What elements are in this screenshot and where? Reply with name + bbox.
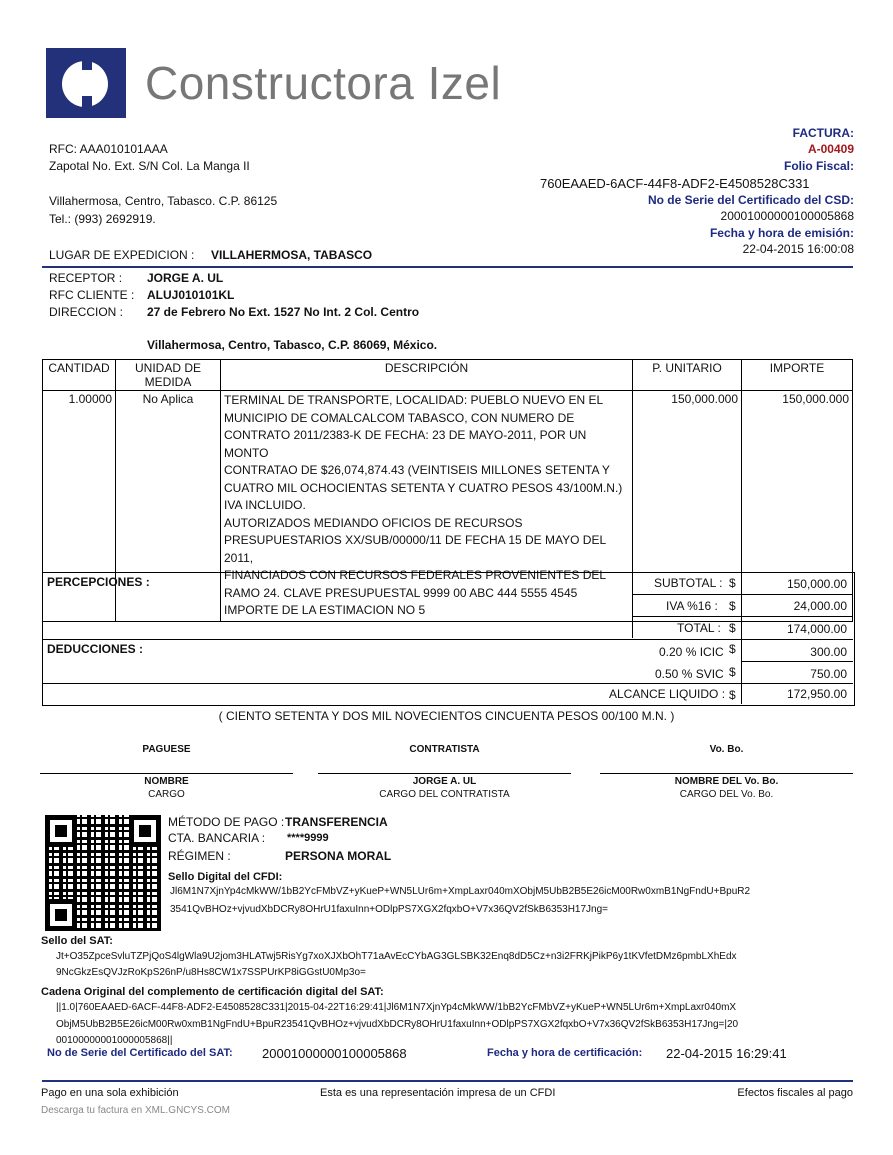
folio-fiscal-label: Folio Fiscal: bbox=[783, 159, 854, 173]
header-descripcion: DESCRIPCIÓN bbox=[221, 360, 633, 391]
rfc-cliente-label: RFC CLIENTE : bbox=[49, 288, 135, 302]
icic-value: 300.00 bbox=[810, 645, 847, 659]
cert-sat-label: No de Serie del Certificado del SAT: bbox=[47, 1047, 233, 1059]
total-value: 174,000.00 bbox=[786, 622, 847, 636]
receptor-name: JORGE A. UL bbox=[147, 271, 224, 285]
receptor-label: RECEPTOR : bbox=[49, 271, 123, 285]
subtotal-value: 150,000.00 bbox=[786, 577, 847, 591]
company-rfc: RFC: AAA010101AAA bbox=[49, 142, 168, 156]
currency-sign: $ bbox=[729, 599, 736, 613]
sig-pague-title: PAGUESE bbox=[142, 744, 191, 755]
descripcion-line: AUTORIZADOS MEDIANDO OFICIOS DE RECURSOS bbox=[224, 515, 523, 530]
lugar-label: LUGAR DE EXPEDICION : bbox=[49, 248, 195, 262]
direccion-1: 27 de Febrero No Ext. 1527 No Int. 2 Col. Centro bbox=[147, 305, 420, 319]
sello-sat-line2: 9NcGkzEsQVJzRoKpS26nP/u8Hs8CW1x7SSPUrKP8iGGstU0Mp3o= bbox=[56, 967, 366, 978]
regimen-label: RÉGIMEN : bbox=[168, 849, 231, 863]
descripcion-line: IMPORTE DE LA ESTIMACION NO 5 bbox=[224, 603, 426, 617]
cadena-line3: 00100000001000005868|| bbox=[56, 1035, 173, 1046]
descripcion-line: CONTRATO 2011/2383-K DE FECHA: 23 DE MAYO-2011, POR UN MONTO bbox=[224, 428, 587, 460]
sig-contratista-title: CONTRATISTA bbox=[409, 744, 480, 755]
descripcion-line: MUNICIPIO DE COMALCALCOM TABASCO, CON NUMERO DE bbox=[224, 410, 575, 425]
sig-pague-role: CARGO bbox=[148, 789, 185, 800]
csd-number: 20001000000100005868 bbox=[720, 209, 854, 223]
lugar-value: VILLAHERMOSA, TABASCO bbox=[211, 248, 373, 262]
currency-sign: $ bbox=[729, 576, 736, 590]
cadena-label: Cadena Original del complemento de certificación digital del SAT: bbox=[41, 986, 384, 998]
descripcion-line: CUATRO MIL OCHOCIENTAS SETENTA Y CUATRO PESOS 43/100M.N.) bbox=[224, 480, 623, 495]
footer-right: Efectos fiscales al pago bbox=[737, 1087, 853, 1099]
currency-sign: $ bbox=[729, 665, 736, 679]
cell-unidad: No Aplica bbox=[116, 391, 221, 622]
currency-sign: $ bbox=[729, 688, 736, 702]
deducciones-label: DEDUCCIONES : bbox=[47, 642, 144, 656]
descripcion-line: CONTRATAO DE $26,074,874.43 (VEINTISEIS MILLONES SETENTA Y bbox=[224, 463, 610, 477]
folio: A-00409 bbox=[807, 142, 854, 156]
header-cantidad: CANTIDAD bbox=[43, 360, 116, 391]
company-phone: Tel.: (993) 2692919. bbox=[49, 212, 156, 226]
rfc-cliente: ALUJ010101KL bbox=[147, 288, 235, 302]
factura-label: FACTURA: bbox=[792, 126, 854, 140]
sig-pague-name: NOMBRE bbox=[144, 776, 189, 787]
direccion-2: Villahermosa, Centro, Tabasco, C.P. 86069, México. bbox=[147, 338, 438, 352]
sello-sat-label: Sello del SAT: bbox=[41, 935, 113, 947]
header-divider bbox=[42, 266, 853, 268]
qr-code bbox=[45, 815, 161, 931]
csd-label: No de Serie del Certificado del CSD: bbox=[647, 193, 854, 207]
descripcion-line: TERMINAL DE TRANSPORTE, LOCALIDAD: PUEBLO NUEVO EN EL bbox=[224, 393, 604, 407]
amount-in-words: ( CIENTO SETENTA Y DOS MIL NOVECIENTOS CINCUENTA PESOS 00/100 M.N. ) bbox=[218, 709, 675, 723]
footer-center: Esta es una representación impresa de un CFDI bbox=[320, 1087, 556, 1099]
cta-label: CTA. BANCARIA : bbox=[168, 831, 266, 845]
regimen-value: PERSONA MORAL bbox=[285, 849, 392, 863]
company-logo bbox=[46, 48, 126, 118]
sig-contratista-name: JORGE A. UL bbox=[412, 776, 477, 787]
company-name: Constructora Izel bbox=[145, 57, 502, 109]
currency-sign: $ bbox=[729, 621, 736, 635]
cell-punitario: 150,000.000 bbox=[633, 391, 742, 622]
descripcion-line: PRESUPUESTARIOS XX/SUB/00000/11 DE FECHA 15 DE MAYO DEL 2011, bbox=[224, 533, 606, 565]
svic-value: 750.00 bbox=[810, 667, 847, 681]
footer-divider bbox=[42, 1080, 853, 1082]
cta-value: ****9999 bbox=[287, 832, 329, 844]
descripcion-line: FINANCIADOS CON RECURSOS FEDERALES PROVENIENTES DEL bbox=[224, 568, 607, 582]
direccion-label: DIRECCION : bbox=[49, 305, 124, 319]
currency-sign: $ bbox=[729, 642, 736, 656]
icic-label: 0.20 % ICIC bbox=[659, 645, 724, 659]
total-label: TOTAL : bbox=[677, 621, 721, 635]
footer-left: Pago en una sola exhibición bbox=[41, 1087, 179, 1099]
cell-cantidad: 1.00000 bbox=[43, 391, 116, 622]
sig-vobo-role: CARGO DEL Vo. Bo. bbox=[679, 789, 774, 800]
footer-download-link[interactable]: Descarga tu factura en XML.GNCYS.COM bbox=[41, 1105, 230, 1116]
alcance-value: 172,950.00 bbox=[786, 687, 847, 701]
company-address-2: Villahermosa, Centro, Tabasco. C.P. 86125 bbox=[49, 194, 278, 208]
cadena-line2: ObjM5UbB2B5E26icM00Rw0xmB1NgFndU+BpuR23541QvBHOz+vjvudXbDCRy8OHrU1faxuInn+ODlpPS7XGX2fqxbO+V7x36QV2fSkB6353H17Jng=|20 bbox=[56, 1019, 739, 1030]
header-punitario: P. UNITARIO bbox=[633, 360, 742, 391]
subtotal-label: SUBTOTAL : bbox=[654, 576, 723, 590]
cell-importe: 150,000.000 bbox=[742, 391, 853, 622]
cert-fecha-label: Fecha y hora de certificación: bbox=[487, 1047, 643, 1059]
iva-label: IVA %16 : bbox=[666, 599, 718, 613]
metodo-label: MÉTODO DE PAGO : bbox=[168, 815, 285, 829]
descripcion-line: RAMO 24. CLAVE PRESUPUESTAL 9999 00 ABC 444 5555 4545 bbox=[224, 585, 578, 600]
sig-vobo-name: NOMBRE DEL Vo. Bo. bbox=[674, 776, 779, 787]
descripcion-line: IVA INCLUIDO. bbox=[224, 498, 306, 512]
company-address-1: Zapotal No. Ext. S/N Col. La Manga II bbox=[49, 159, 250, 173]
cadena-line1: ||1.0|760EAAED-6ACF-44F8-ADF2-E4508528C331|2015-04-22T16:29:41|Jl6M1N7XjnYp4cMkWW/1bB2YcFMbVZ+yKueP+WN5LUr6m+XmpLaxr040mX bbox=[56, 1002, 737, 1013]
sello-cfdi-line1: Jl6M1N7XjnYp4cMkWW/1bB2YcFMbVZ+yKueP+WN5LUr6m+XmpLaxr040mXObjM5UbB2B5E26icM00Rw0xmB1NgFndU+BpuR2 bbox=[170, 886, 751, 897]
folio-fiscal: 760EAAED-6ACF-44F8-ADF2-E4508528C331 bbox=[540, 176, 810, 191]
sello-cfdi-label: Sello Digital del CFDI: bbox=[168, 871, 283, 883]
fecha-emision-label: Fecha y hora de emisión: bbox=[709, 226, 854, 240]
fecha-emision: 22-04-2015 16:00:08 bbox=[742, 242, 854, 256]
metodo-value: TRANSFERENCIA bbox=[285, 815, 388, 829]
cert-sat-value: 20001000000100005868 bbox=[262, 1046, 407, 1061]
table-header-row bbox=[43, 360, 853, 391]
header-unidad: UNIDAD DE MEDIDA bbox=[116, 360, 221, 391]
sig-vobo-title: Vo. Bo. bbox=[709, 744, 744, 755]
header-importe: IMPORTE bbox=[742, 360, 853, 391]
sello-cfdi-line2: 3541QvBHOz+vjvudXbDCRy8OHrU1faxuInn+ODlpPS7XGX2fqxbO+V7x36QV2fSkB6353H17Jng= bbox=[170, 904, 609, 915]
percepciones-label: PERCEPCIONES : bbox=[47, 575, 150, 589]
sig-contratista-role: CARGO DEL CONTRATISTA bbox=[379, 789, 510, 800]
alcance-label: ALCANCE LIQUIDO : bbox=[609, 687, 726, 701]
iva-value: 24,000.00 bbox=[793, 599, 847, 613]
cert-fecha-value: 22-04-2015 16:29:41 bbox=[666, 1046, 787, 1061]
sello-sat-line1: Jt+O35ZpceSvluTZPjQoS4lgWla9U2jom3HLATwj5RisYg7xoXJXbOhT71aAvEcCYbAG3GLSBK32Enq8dD5Cz+n3i2FRKjPikP6y1tKVfetDMz6pmbLXhEdx bbox=[56, 951, 737, 962]
svic-label: 0.50 % SVIC bbox=[655, 667, 724, 681]
